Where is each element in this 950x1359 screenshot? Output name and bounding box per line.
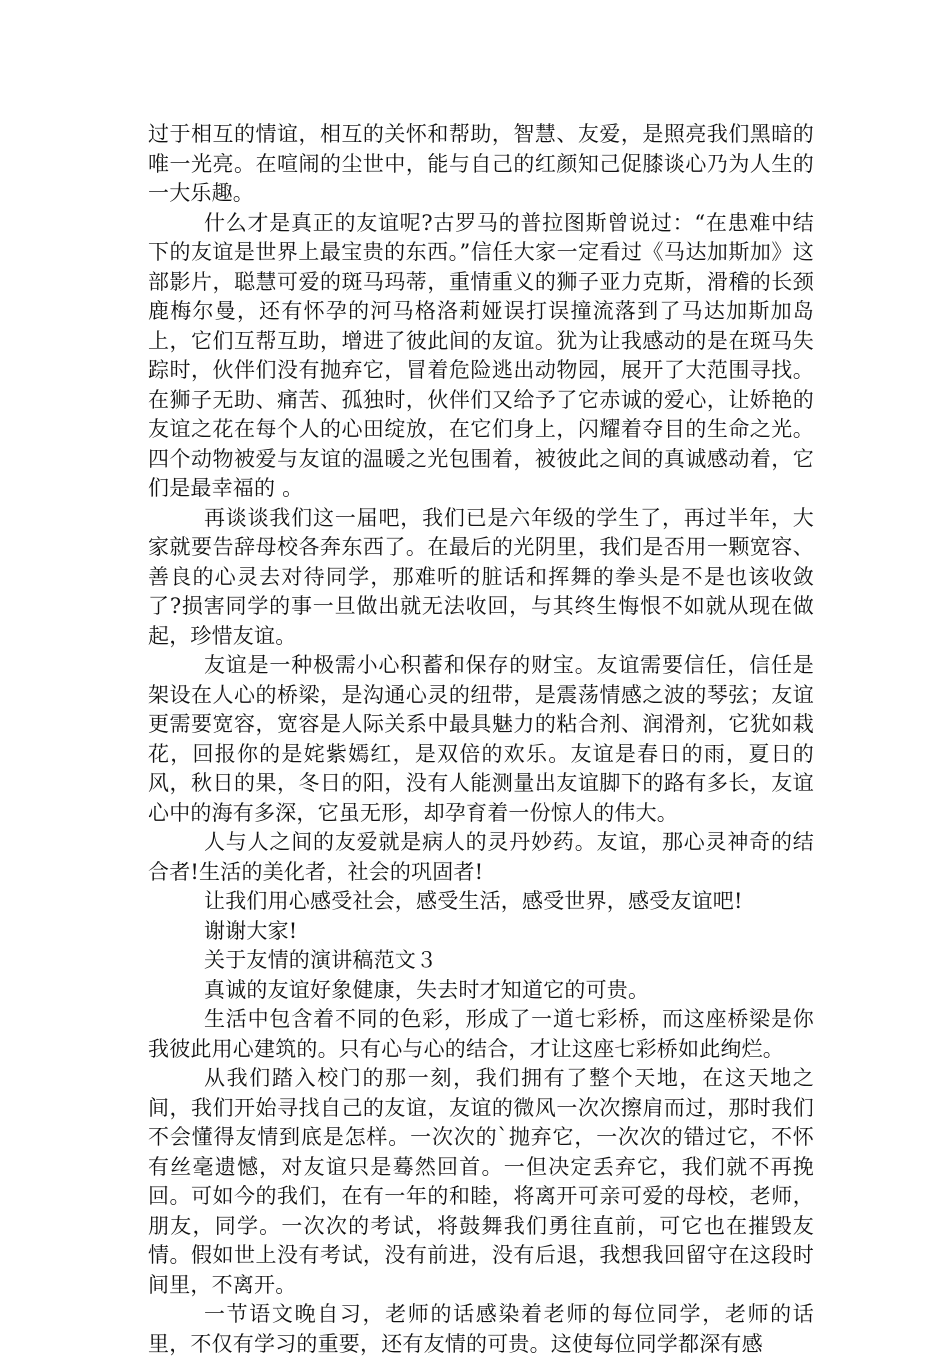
paragraph: 让我们用心感受社会，感受生活，感受世界，感受友谊吧! — [204, 889, 743, 913]
paragraph-continuation: 过于相互的情谊，相互的关怀和帮助，智慧、友爱，是照亮我们黑暗的唯一光亮。在喧闹的尘世中，能与自己的红颜知己促膝谈心乃为人生的一大乐趣。 — [148, 122, 814, 205]
paragraph: 一节语文晚自习，老师的话感染着老师的每位同学，老师的话里，不仅有学习的重要，还有友情的可贵。这使每位同学都深有感 — [148, 1302, 814, 1356]
paragraph: 人与人之间的友爱就是病人的灵丹妙药。友谊，那心灵神奇的结合者!生活的美化者，社会的巩固者! — [148, 830, 814, 884]
paragraph: 真诚的友谊好象健康，失去时才知道它的可贵。 — [204, 977, 650, 1002]
paragraph: 再谈谈我们这一届吧，我们已是六年级的学生了，再过半年，大家就要告辞母校各奔东西了。在最后的光阴里，我们是否用一颗宽容、善良的心灵去对待同学，那难听的脏话和挥舞的拳头是不是也该收敛了?损害同学的事一旦做出就无法收回，与其终生悔恨不如就从现在做起，珍惜友谊。 — [148, 505, 814, 648]
section-title: 关于友情的演讲稿范文３ — [204, 948, 438, 972]
paragraph: 从我们踏入校门的那一刻，我们拥有了整个天地，在这天地之间，我们开始寻找自己的友谊，友谊的微风一次次擦肩而过，那时我们不会懂得友情到底是怎样。一次次的`抛弃它，一次次的错过它，不怀有丝毫遗憾，对友谊只是蓦然回首。一但决定丢弃它，我们就不再挽回。可如今的我们，在有一年的和睦，将离开可亲可爱的母校，老师，朋友，同学。一次次的考试，将鼓舞我们勇往直前，可它也在摧毁友情。假如世上没有考试，没有前进，没有后退，我想我回留守在这段时间里，不离开。 — [148, 1066, 814, 1297]
paragraph: 生活中包含着不同的色彩，形成了一道七彩桥，而这座桥梁是你我彼此用心建筑的。只有心与心的结合，才让这座七彩桥如此绚烂。 — [148, 1007, 814, 1061]
paragraph: 友谊是一种极需小心积蓄和保存的财宝。友谊需要信任，信任是架设在人心的桥梁，是沟通心灵的纽带，是震荡情感之波的琴弦；友谊更需要宽容，宽容是人际关系中最具魅力的粘合剂、润滑剂，它犹如栽花，回报你的是姹紫嫣红，是双倍的欢乐。友谊是春日的雨，夏日的风，秋日的果，冬日的阳，没有人能测量出友谊脚下的路有多长，友谊心中的海有多深，它虽无形，却孕育着一份惊人的伟大。 — [148, 653, 814, 825]
paragraph: 谢谢大家! — [204, 918, 298, 943]
document-body — [148, 120, 814, 1359]
paragraph: 什么才是真正的友谊呢?古罗马的普拉图斯曾说过：“在患难中结下的友谊是世界上最宝贵的东西。”信任大家一定看过《马达加斯加》这部影片，聪慧可爱的斑马玛蒂，重情重义的狮子亚力克斯，滑稽的长颈鹿梅尔曼，还有怀孕的河马格洛莉娅误打误撞流落到了马达加斯加岛上，它们互帮互助，增进了彼此间的友谊。犹为让我感动的是在斑马失踪时，伙伴们没有抛弃它，冒着危险逃出动物园，展开了大范围寻找。在狮子无助、痛苦、孤独时，伙伴们又给予了它赤诚的爱心，让娇艳的友谊之花在每个人的心田绽放，在它们身上，闪耀着夺目的生命之光。四个动物被爱与友谊的温暖之光包围着，被彼此之间的真诚感动着，它们是最幸福的 。 — [148, 210, 814, 500]
